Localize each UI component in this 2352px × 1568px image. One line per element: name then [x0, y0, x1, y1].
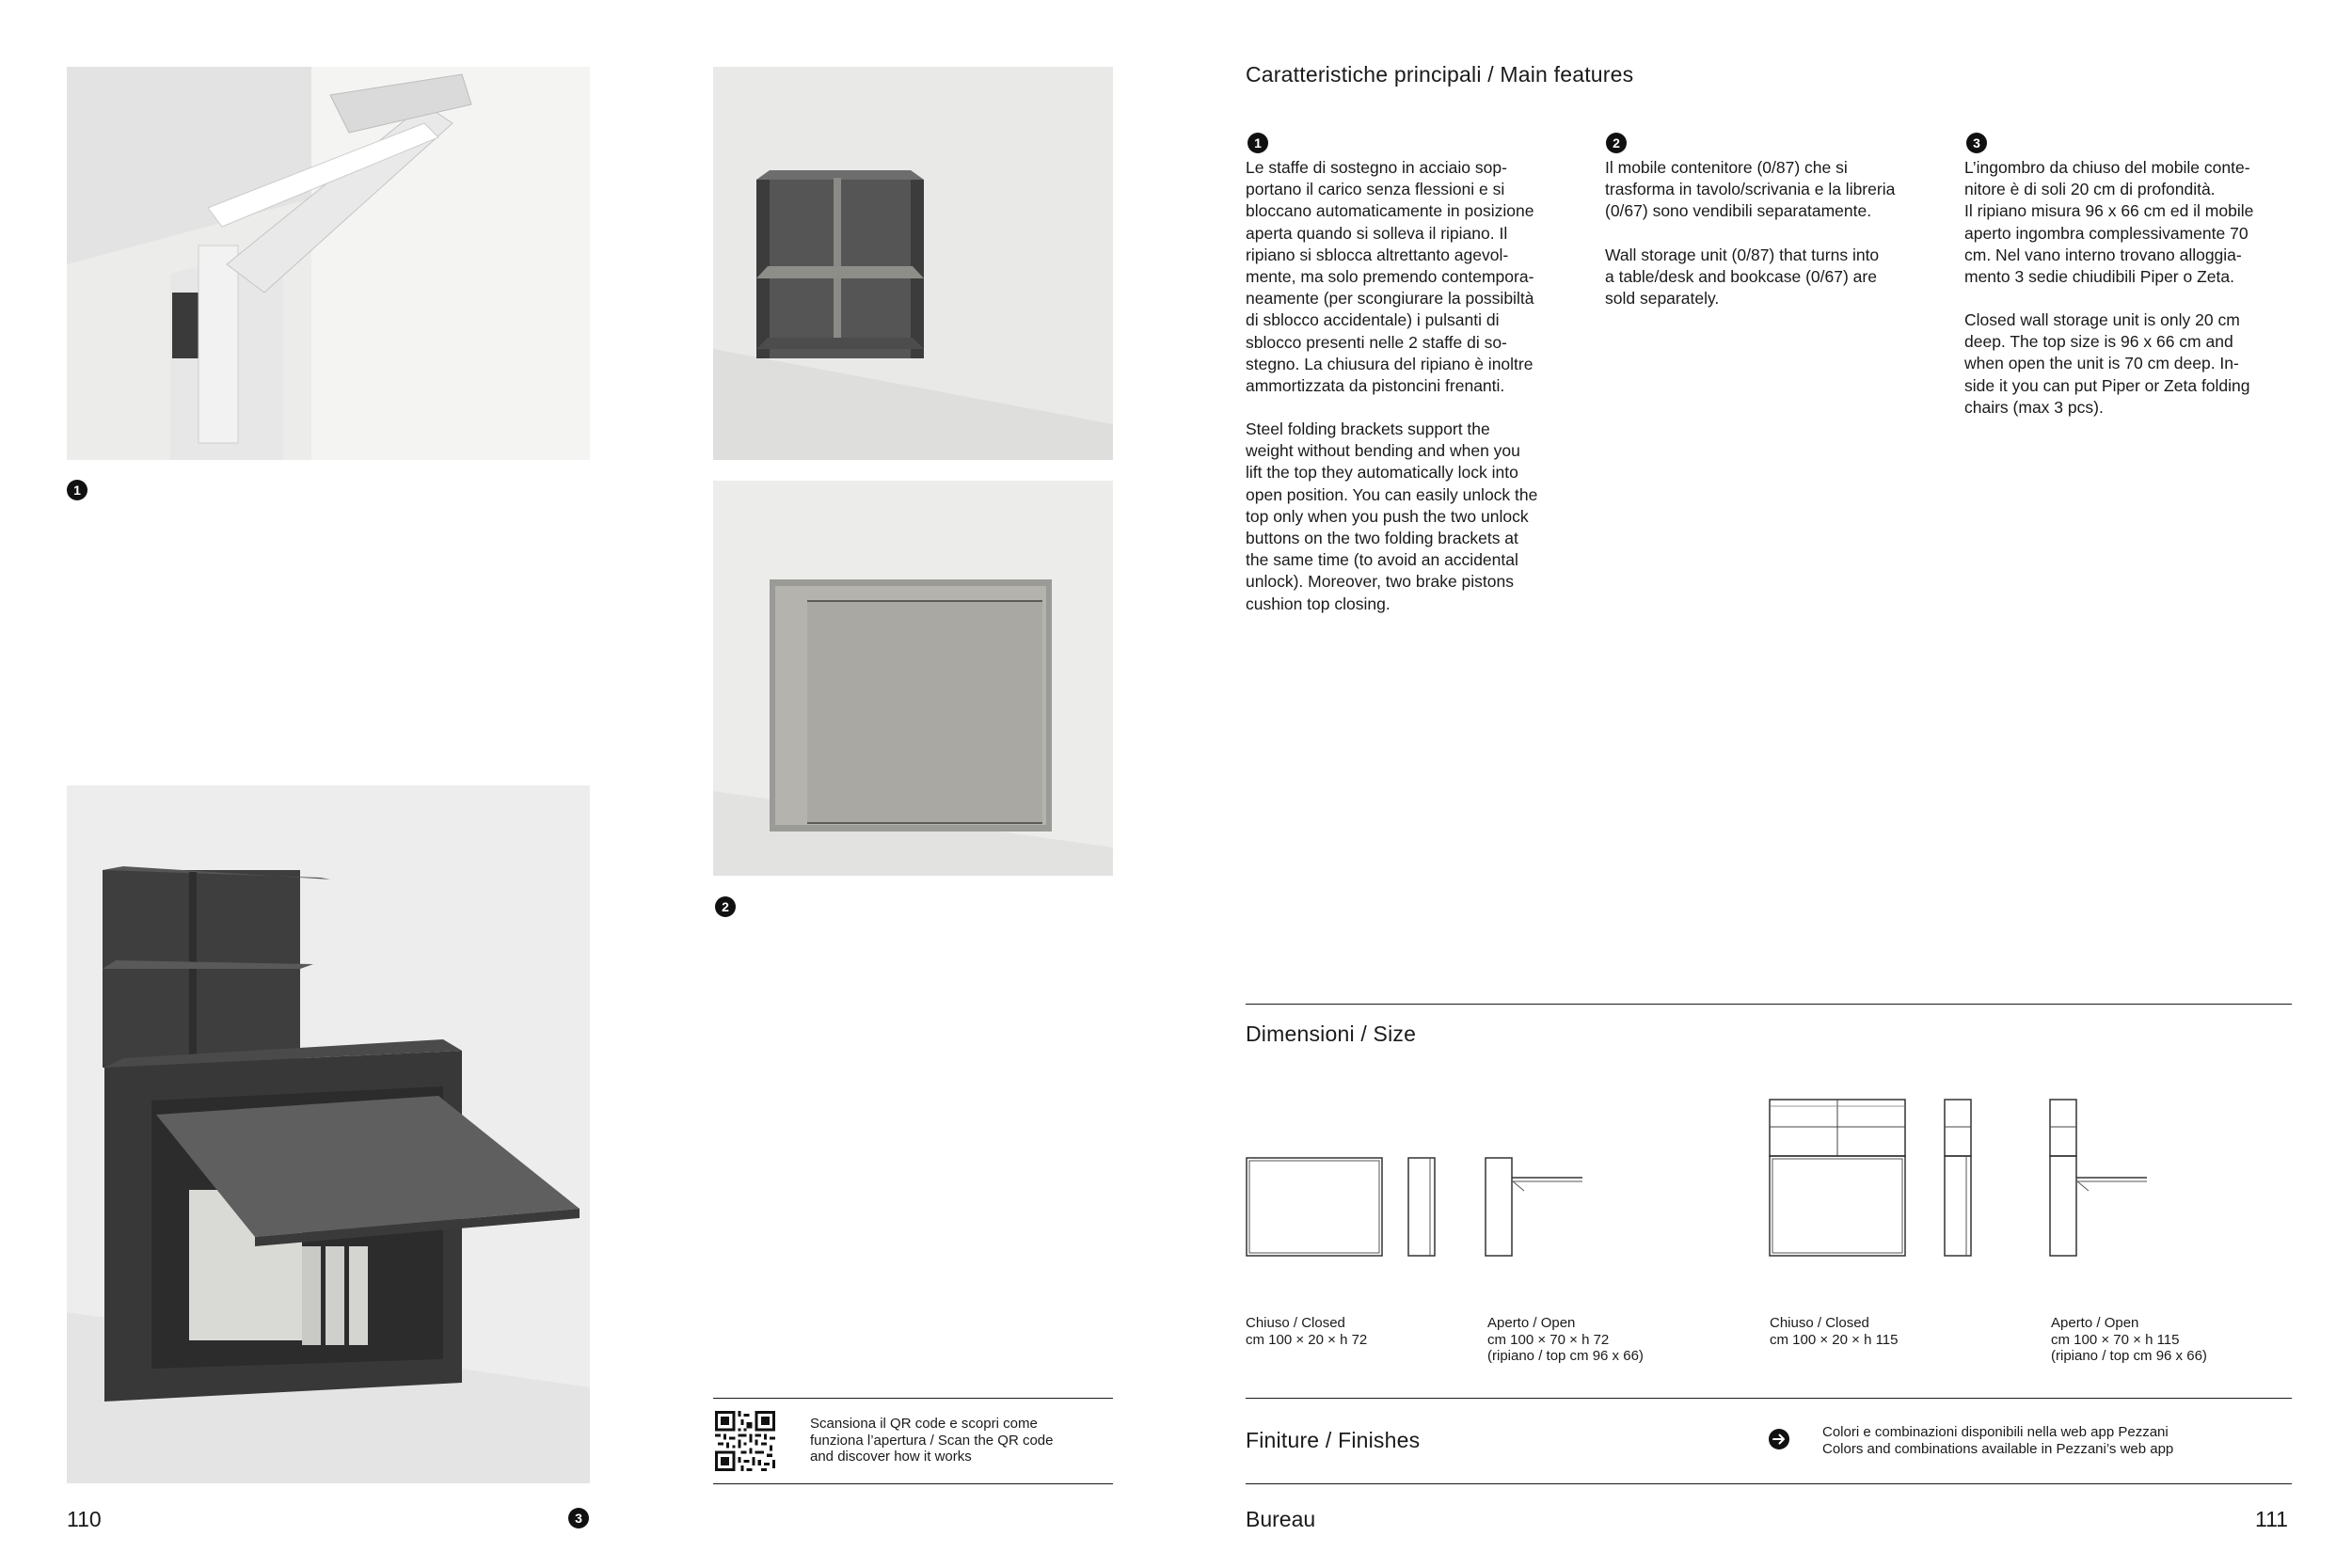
qr-top-rule — [713, 1398, 1113, 1399]
feature-1-english: Steel folding brackets support the weight without bending and when you lift the top they automatically lock into open position. You can easily unlock the top only when you push the two unlock buttons on the two folding brackets at the same time (to avoid an accidental unlock). Moreover, two brake pistons cushion top closing. — [1246, 420, 1538, 613]
closed-dim-label-1: Chiuso / Closed cm 100 × 20 × h 72 — [1246, 1315, 1368, 1348]
feature-badge-3: 3 — [1966, 133, 1987, 153]
open-dim-label-1: Aperto / Open cm 100 × 70 × h 72 (ripiano / top cm 96 x 66) — [1487, 1315, 1644, 1364]
page-number-left: 110 — [67, 1507, 102, 1531]
finishes-bottom-rule — [1246, 1483, 2292, 1484]
qr-bottom-rule — [713, 1483, 1113, 1484]
qr-caption: Scansiona il QR code e scopri come funziona l’apertura / Scan the QR code and discover how it works — [810, 1416, 1054, 1465]
feature-badge-1: 1 — [1248, 133, 1268, 153]
product-name: Bureau — [1246, 1507, 1316, 1531]
badge-1-left: 1 — [67, 480, 87, 500]
finishes-web-app-text: Colori e combinazioni disponibili nella web app Pezzani Colors and combinations available in Pezzani’s web app — [1822, 1424, 2174, 1457]
closed-dim-label-2: Chiuso / Closed cm 100 × 20 × h 115 — [1770, 1315, 1899, 1348]
open-bureau-photo — [67, 785, 590, 1483]
dimensions-title: Dimensioni / Size — [1246, 1022, 1417, 1046]
finishes-top-rule — [1246, 1398, 2292, 1399]
closed-front-drawing — [1246, 1157, 1383, 1257]
finishes-title: Finiture / Finishes — [1246, 1428, 1421, 1452]
open-side-tall-drawing — [2049, 1099, 2149, 1257]
closed-side-drawing — [1407, 1157, 1436, 1257]
badge-2-left: 2 — [715, 896, 736, 917]
feature-3-italian: L’ingombro da chiuso del mobile conte- nitore è di soli 20 cm di profondità. Il ripiano misura 96 x 66 cm ed il mobile aperto ingombra complessivamente 70 cm. Nel vano interno trovano alloggia- mento 3 sedie chiudibili Piper o Zeta. — [1964, 158, 2254, 287]
closed-side-tall-drawing — [1944, 1099, 1972, 1257]
open-dim-label-2: Aperto / Open cm 100 × 70 × h 115 (ripiano / top cm 96 x 66) — [2051, 1315, 2207, 1364]
closed-cabinet-photo — [713, 481, 1113, 876]
open-side-drawing — [1485, 1157, 1584, 1257]
badge-3-left: 3 — [568, 1508, 589, 1528]
qr-code-icon[interactable] — [715, 1411, 775, 1471]
dimensions-top-rule — [1246, 1004, 2292, 1005]
bookcase-photo — [713, 67, 1113, 460]
features-title: Caratteristiche principali / Main features — [1246, 62, 1634, 87]
bracket-photo — [67, 67, 590, 460]
feature-badge-2: 2 — [1606, 133, 1627, 153]
arrow-right-icon[interactable] — [1769, 1429, 1789, 1449]
feature-3-english: Closed wall storage unit is only 20 cm deep. The top size is 96 x 66 cm and when open the unit is 70 cm deep. In- side it you can put Piper or Zeta folding chairs (max 3 pcs). — [1964, 310, 2250, 417]
feature-2-italian: Il mobile contenitore (0/87) che si trasforma in tavolo/scrivania e la libreria (0/67) sono vendibili separatamente. — [1605, 158, 1896, 221]
closed-front-tall-drawing — [1769, 1099, 1906, 1257]
feature-2-english: Wall storage unit (0/87) that turns into a table/desk and bookcase (0/67) are sold separately. — [1605, 245, 1880, 309]
page-number-right: 111 — [2255, 1507, 2288, 1531]
feature-1-italian: Le staffe di sostegno in acciaio sop- portano il carico senza flessioni e si bloccano automaticamente in posizione aperta quando si solleva il ripiano. Il ripiano si sblocca altrettanto agevol- mente, ma solo premendo contempora- neamente (per scongiurare la possibiltà di sblocco accidentale) i pulsanti di sblocco presenti nelle 2 staffe di so- stegno. La chiusura del ripiano è inoltre ammortizzata da pistoncini frenanti. — [1246, 158, 1534, 396]
